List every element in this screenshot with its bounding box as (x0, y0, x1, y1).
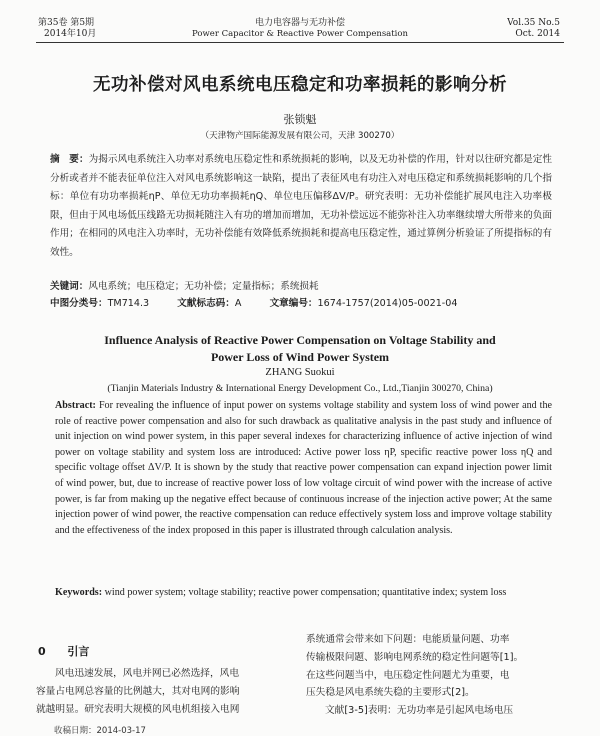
keywords-en-label: Keywords: (55, 587, 103, 598)
section-heading (38, 643, 89, 659)
paper-title-en-line1: Influence Analysis of Reactive Power Compensation on Voltage Stability and (104, 333, 496, 347)
keywords-en-text: wind power system; voltage stability; reactive power compensation; quantitative index; system loss (104, 587, 507, 598)
keywords-en (55, 585, 552, 601)
abstract-cn (50, 151, 552, 262)
article-number-value: 1674-1757(2014)05-0021-04 (317, 298, 458, 309)
right-line-5: 文献[3-5]表明：无功功率是引起风电场电压 (325, 705, 514, 717)
header-date-en: Oct. 2014 (515, 29, 560, 39)
affiliation-en: (Tianjin Materials Industry & International Energy Development Co., Ltd.,Tianjin 300270, China) (107, 383, 493, 394)
received-date: 收稿日期：2014-03-17 (54, 726, 146, 736)
abstract-en-text: For revealing the influence of input power on systems voltage stability and system loss of wind power and the role of reactive power compensation and also for such drawback as qualitative analysis in the past study and influence of unit injection on wind power system, in this paper several indexes for characterizing influence of active injection of wind power on voltage stability and system loss are introduced: Active power loss ηP, specific reactive power loss ηQ and specific voltage offset ΔV/P. It is shown by the study that reactive power compensation can expand injection power limit of wind power, but, due to increase of reactive power loss of low voltage circuit of wind power with the increase of active power, is far from making up the negative effect because of continuous increase of the injection active power; At the same injection power of wind power, the reactive compensation can reduce effectively system loss and improve voltage stability and the effectiveness of the index proposed in this paper is illustrated through calculation analysis. (55, 400, 552, 536)
left-line-1: 风电迅速发展，风电并网已必然选择，风电 (55, 668, 240, 679)
header-date-cn: 2014年10月 (44, 29, 97, 39)
clc-label: 中图分类号： (50, 298, 108, 309)
right-column-body (306, 631, 564, 720)
right-line-4: 压失稳是风电系统失稳的主要形式[2]。 (306, 687, 475, 699)
header-rule (36, 42, 564, 43)
paper-title-en-line2: Power Loss of Wind Power System (210, 350, 390, 364)
left-column-body (36, 665, 288, 718)
affiliation-cn: （天津物产国际能源发展有限公司，天津 300270） (200, 131, 400, 141)
header-journal-cn: 电力电容器与无功补偿 (254, 18, 345, 28)
keywords-cn (50, 278, 552, 297)
left-line-2: 容量占电网总容量的比例越大，其对电网的影响 (36, 685, 240, 697)
doc-code-value: A (234, 298, 242, 309)
keywords-cn-text: 风电系统；电压稳定；无功补偿；定量指标；系统损耗 (88, 281, 319, 292)
right-line-1: 系统通常会带来如下问题：电能质量问题、功率 (306, 634, 510, 645)
keywords-cn-label: 关键词： (50, 281, 89, 292)
section-number: 0 (38, 645, 46, 658)
article-number-label: 文章编号： (269, 298, 318, 309)
section-title: 引言 (67, 645, 90, 658)
abstract-cn-text: 为揭示风电系统注入功率对系统电压稳定性和系统损耗的影响，以及无功补偿的作用，针对以往研究都是定性分析或者并不能表征单位注入对风电系统影响这一缺陷，提出了表征风电有功注入对电压稳定和系统损耗影响的几个指标：单位有功功率损耗ηP、单位无功功率损耗ηQ、单位电压偏移ΔV/P。研究表明：无功补偿能扩展风电注入功率极限，但由于风电场低压线路无功损耗随注入有功的增加而增加，无功补偿远远不能弥补注入功率继续增大所带来的负面作用；在相同的风电注入功率时，无功补偿能有效降低系统损耗和提高电压稳定性，通过算例分析验证了所提指标的有效性。 (50, 154, 553, 258)
left-line-3: 就越明显。研究表明大规模的风电机组接入电网 (36, 703, 240, 715)
abstract-en-label: Abstract: (55, 400, 96, 411)
abstract-en (55, 398, 552, 538)
right-line-3: 在这些问题当中，电压稳定性问题尤为重要，电 (306, 669, 510, 681)
abstract-cn-label: 摘 要： (50, 154, 89, 165)
right-line-2: 传输极限问题、影响电网系统的稳定性问题等[1]。 (306, 651, 524, 663)
doc-code-label: 文献标志码： (177, 298, 235, 309)
header-volume-cn: 第35卷 第5期 (38, 18, 95, 28)
paper-title-cn: 无功补偿对风电系统电压稳定和功率损耗的影响分析 (93, 75, 507, 95)
header-journal-en: Power Capacitor & Reactive Power Compensation (192, 29, 408, 39)
clc-value: TM714.3 (107, 298, 150, 309)
author-en: ZHANG Suokui (265, 367, 335, 378)
header-volume-en: Vol.35 No.5 (507, 18, 560, 28)
classification-line (50, 295, 570, 314)
author-cn: 张锁魁 (283, 113, 317, 126)
